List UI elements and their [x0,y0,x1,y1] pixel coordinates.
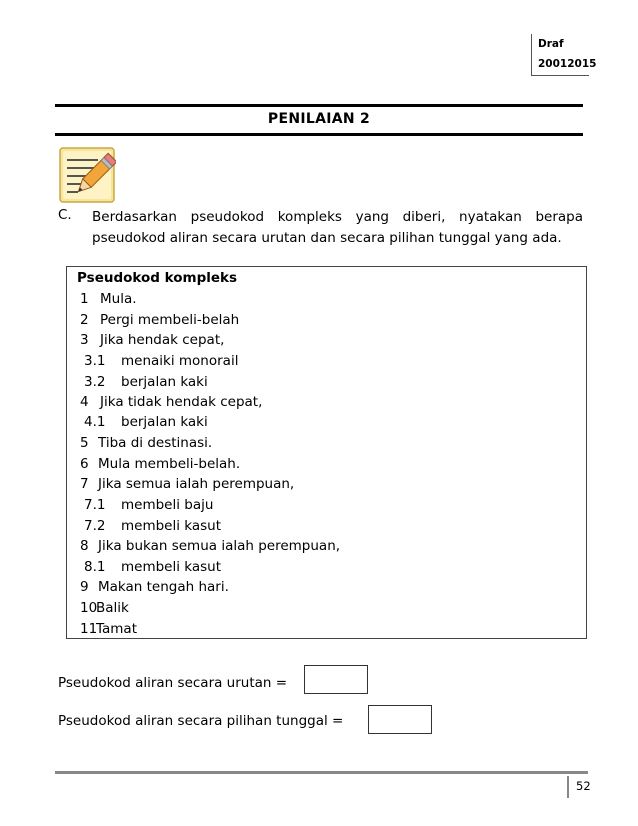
line-text: Jika semua ialah perempuan, [98,476,295,492]
single-choice-answer-field[interactable] [368,705,432,734]
line-number: 3 [80,332,89,348]
draft-stamp [531,34,597,76]
line-number: 4.1 [84,414,106,430]
line-number: 7.1 [84,497,106,513]
line-number: 4 [80,394,89,410]
line-text: Mula. [100,291,137,307]
line-number: 10 [80,600,98,616]
line-number: 2 [80,312,89,328]
line-text: berjalan kaki [121,374,208,390]
title-rule-top [55,104,583,107]
line-text: membeli baju [121,497,214,513]
line-number: 9 [80,579,89,595]
line-text: menaiki monorail [121,353,239,369]
line-text: Jika hendak cepat, [100,332,225,348]
draft-label: Draf [538,38,564,50]
line-text: membeli kasut [121,518,222,534]
line-number: 11 [80,621,98,637]
line-number: 7.2 [84,518,106,534]
line-number: 8.1 [84,559,106,575]
line-text: Jika bukan semua ialah perempuan, [98,538,341,554]
line-number: 3.1 [84,353,106,369]
line-text: Mula membeli-belah. [98,456,241,472]
line-text: Balik [96,600,129,616]
title-rule-bottom [55,133,583,136]
page-title: PENILAIAN 2 [267,111,371,127]
line-number: 6 [80,456,89,472]
draft-date: 20012015 [538,58,597,70]
line-number: 1 [80,291,89,307]
page-number: 52 [567,776,600,798]
line-text: Jika tidak hendak cepat, [100,394,263,410]
pencil-notepad-icon [58,146,116,204]
sequence-answer-field[interactable] [304,665,368,694]
line-text: Tamat [96,621,138,637]
question-label: C. [58,207,72,223]
line-number: 8 [80,538,89,554]
line-number: 5 [80,435,89,451]
line-number: 7 [80,476,89,492]
single-choice-answer-label: Pseudokod aliran secara pilihan tunggal = [58,713,344,729]
line-text: berjalan kaki [121,414,208,430]
line-number: 3.2 [84,374,106,390]
footer-rule [55,771,588,774]
line-text: Pergi membeli-belah [100,312,240,328]
pseudocode-heading: Pseudokod kompleks [77,270,238,286]
line-text: Tiba di destinasi. [98,435,213,451]
line-text: membeli kasut [121,559,222,575]
question-text: Berdasarkan pseudokod kompleks yang diberi, nyatakan berapa pseudokod aliran secara urutan dan secara pilihan tunggal yang ada. [92,209,583,246]
sequence-answer-label: Pseudokod aliran secara urutan = [58,675,288,691]
line-text: Makan tengah hari. [98,579,229,595]
